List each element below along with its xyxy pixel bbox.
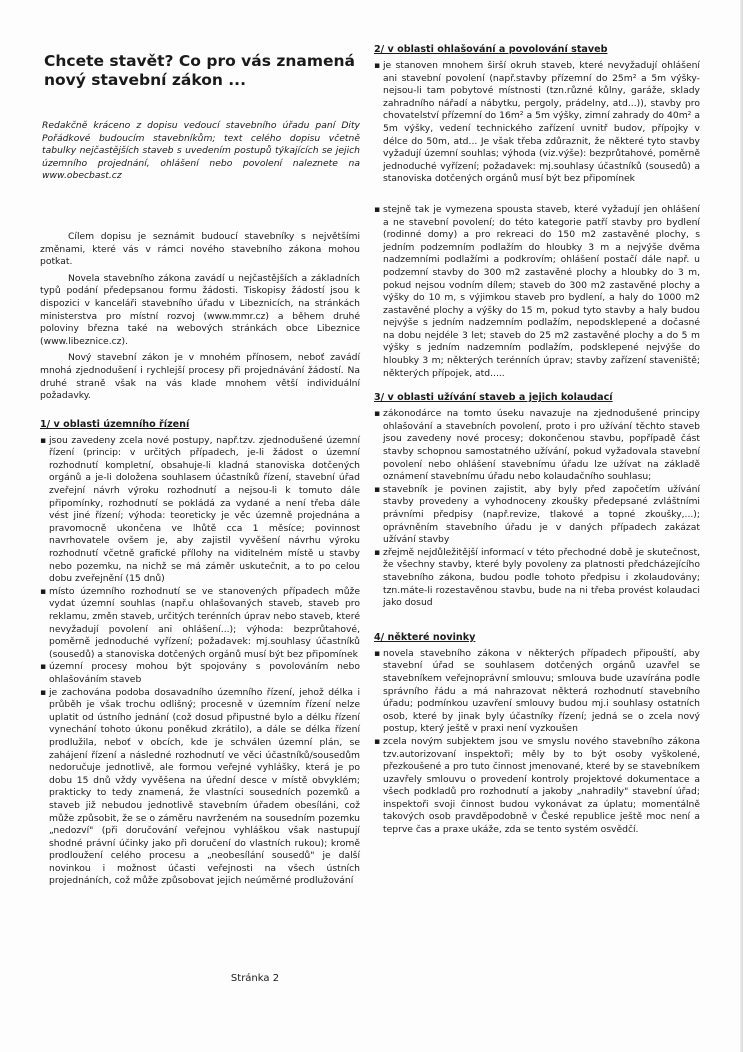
list-item: ▪ zřejmě nejdůležitější informací v této přechodné době je skutečnost, že všechny stavby, které byly povoleny za platnosti předcházejícího stavebního zákona, budou podle tohoto předpisu i zkolaudovány; tzn.máte-li rozestavěnou stavbu, bude na ni třeba provést kolaudaci jako dosud	[374, 547, 700, 610]
list-item: ▪ stejně tak je vymezena spousta staveb, které vyžadují jen ohlášení a ne stavební povolení; do této kategorie patří stavby pro bydlení (rodinné domy) a pro rekreaci do 150 m2 zastavěné plochy, s jedním podzemním podlažím do hloubky 3 m a nejvýše dvěma nadzemními podlažími a podkrovím; ohlášení postačí dále např. u podzemní stavby do 300 m2 zastavěné plochy a hloubky do 3 m, pokud nejsou vodním dílem; staveb do 300 m2 zastavěné plochy a výšky do 10 m, s výjimkou staveb pro bydlení, a haly do 1000 m2 zastavěné plochy a výšky do 15 m, pokud tyto stavby a haly budou nejvýše s jedním nadzemním podlažím, nepodsklepené a dočasné na dobu nejdéle 3 let; staveb do 25 m2 zastavěné plochy a do 5 m výšky s jedním nadzemním podlažím, podsklepené nejvýše do hloubky 3 m; některých terénních úprav; stavby zařízení staveniště; některých přípojek, atd.....	[374, 204, 700, 380]
section-3-heading: 3/ v oblasti užívání staveb a jejich kolaudací	[374, 392, 613, 404]
list-item: ▪ územní procesy mohou být spojovány s povolováním nebo ohlašováním staveb	[40, 661, 360, 686]
list-item: ▪ zcela novým subjektem jsou ve smyslu nového stavebního zákona tzv.autorizovaní inspektoři; měly by to být osoby vyškolené, přezkoušené a pro tuto činnost jmenované, které by se stavebníkem uzavřely smlouvu o provedení kontroly projektové dokumentace a všech podkladů pro rozhodnutí a jakoby „nahradily" stavební úřad; inspektoři svoji činnost budou vykonávat za úplatu; momentálně takových osob pravděpodobně v České republice ještě moc není a teprve čas a praxe ukáže, zda se tento systém osvědčí.	[374, 736, 700, 837]
list-item: ▪ je stanoven mnohem širší okruh staveb, které nevyžadují ohlášení ani stavební povolení (např.stavby přízemní do 25m² a 5m výšky-nejsou-li tam pobytové místnosti (tzn.různé kůlny, garáže, sklady zahradního nářadí a nábytku, pergoly, prádelny, atd...)), stavby pro chovatelství přízemní do 16m² a 5m výšky, zimní zahrady do 40m² a 5m výšky, vedení technického zařízení uvnitř budov, přípojky v délce do 50m, atd... Je však třeba zdůraznit, že některé tyto stavby vyžadují územní souhlas; výhoda (viz.výše): bezprůtahové, poměrně jednoduché vyřízení; požadavek: mj.souhlasy účastníků (sousedů) a stanoviska dotčených orgánů musí být bez připomínek	[374, 60, 700, 186]
section-2-heading: 2/ v oblasti ohlašování a povolování staveb	[374, 44, 608, 55]
section-1-heading: 1/ v oblasti územního řízení	[40, 418, 190, 430]
list-item: ▪ místo územního rozhodnutí se ve stanovených případech může vydat územní souhlas (např.u ohlašovaných staveb, staveb pro reklamu, změn staveb, určitých terénních úprav nebo staveb, které nevyžadují povolení ani ohlášení...); výhoda: bezprůtahové, poměrně jednoduché vyřízení; požadavek: mj.souhlasy účastníků (sousedů) a stanoviska dotčených orgánů musí být bez připomínek	[40, 586, 360, 662]
list-item: ▪ stavebník je povinen zajistit, aby byly před započetím užívání stavby provedeny a vyhodnoceny zkoušky předepsané zvláštními právními předpisy (např.revize, tlakové a topné zkoušky,...); oprávněním stavebního úřadu je v daných případech zakázat užívání stavby	[374, 484, 700, 547]
title-line-1: Chcete stavět? Co pro vás znamená	[44, 52, 355, 70]
list-item: ▪ je zachována podoba dosavadního územního řízení, jehož délka i průběh je však trochu odlišný; procesně v územním řízení nelze uplatit od ústního jednání (což dosud připustné bylo a délku řízení vynechání tohoto úkonu poněkud zkrátilo), a dále se délka řízení prodlužila, neboť v obcích, kde je schválen územní plán, se zahájení řízení a následné rozhodnutí ve věci účastníků/sousedům nedoručuje jednotlivě, ale formou veřejné vyhlášky, která je po dobu 15 dnů vždy vyvěšena na úřední desce v místě obvyklém; prakticky to tedy znamená, že vlastníci sousedních pozemků a staveb již nebudou jednotlivě stavebním úřadem obesíláni, což může způsobit, že se o záměru navrženém na sousedním pozemku „nedozví" (při doručování veřejnou vyhláškou však nastupují shodné právní účinky jako při doručení do vlastních rukou); kromě prodloužení celého procesu a „neobesílání sousedů" je další novinkou i možnost účasti veřejnosti na všech ústních projednáních, což může způsobovat jejich neúměrné prodlužování	[40, 687, 360, 889]
left-column	[40, 52, 360, 888]
paragraph-1: Cílem dopisu je seznámit budoucí stavebníky s největšími změnami, které vás v rámci nového stavebního zákona mohou potkat.	[40, 230, 360, 268]
page-number: Stránka 2	[230, 973, 280, 984]
section-3-list	[374, 408, 700, 610]
section-4-list	[374, 648, 700, 837]
list-item: ▪ zákonodárce na tomto úseku navazuje na zjednodušené principy ohlašování a stavebních povolení, proto i pro užívání těchto staveb jsou zavedeny nové procesy; dokončenou stavbu, popřípadě část stavby schopnou samostatného užívání, pokud vyžadovala stavební povolení nebo ohlášení stavebnímu úřadu lze užívat na základě oznámení stavebnímu úřadu nebo kolaudačního souhlasu;	[374, 408, 700, 484]
list-item: ▪ novela stavebního zákona v některých případech připouští, aby stavební úřad se souhlasem dotčených orgánů uzavřel se stavebníkem veřejnoprávní smlouvu; smlouva bude uzavírána podle správního řádu a má nahrazovat některá rozhodnutí stavebního úřadu; podmínkou uzavření smlouvy budou mj.i souhlasy ostatních osob, které by jinak byly účastníky řízení; jedná se o zcela nový postup, který ještě v praxi není vyzkoušen	[374, 648, 700, 736]
article-title	[44, 52, 360, 90]
right-column	[374, 44, 700, 837]
section-2-list	[374, 60, 700, 380]
list-item: ▪ jsou zavedeny zcela nové postupy, např.tzv. zjednodušené územní řízení (princip: v určitých případech, je-li žádost o územní rozhodnutí kompletní, obsahuje-li kladná stanoviska dotčených orgánů a je-li doložena souhlasem účastníků řízení, stavební úřad zveřejní návrh výroku rozhodnutí a nejsou-li k tomuto dále připomínky, rozhodnutí se pokládá za vydané a není třeba dále vést jiné řízení; výhoda: teoreticky je věc územně projednána a pravomocně ukončena ve lhůtě cca 1 měsíce; povinnost navrhovatele ovšem je, aby zajistil vyvěšení návrhu výroku rozhodnutí včetně grafické přílohy na viditelném místě u stavby nebo pozemku, na nichž se má záměr uskutečnit, a to po celou dobu zveřejnění (15 dnů)	[40, 435, 360, 586]
intro-note: Redakčně kráceno z dopisu vedoucí stavebního úřadu paní Dity Pořádkové budoucím stavebníkům; text celého dopisu včetně tabulky nejčastějších staveb s uvedením postupů týkajících se jejich územního projednání, ohlášení nebo povolení naleznete na www.obecbast.cz	[42, 120, 360, 182]
title-line-2: nový stavební zákon ...	[44, 71, 246, 89]
paragraph-2: Novela stavebního zákona zavádí u nejčastějších a základních typů podání předepsanou formu žádosti. Tiskopisy žádostí jsou k dispozici v kanceláři stavebního úřadu v Libeznicích, na stránkách ministerstva pro místní rozvoj (www.mmr.cz) a během druhé poloviny března také na webových stránkách obce Libeznice (www.libeznice.cz).	[40, 272, 360, 347]
paragraph-3: Nový stavební zákon je v mnohém přínosem, neboť zavádí mnohá zjednodušení i rychlejší procesy při projednávání žádostí. Na druhé straně však na vás klade mnohem větší individuální požadavky.	[40, 352, 360, 402]
section-1-list	[40, 435, 360, 888]
section-4-heading: 4/ některé novinky	[374, 631, 476, 643]
